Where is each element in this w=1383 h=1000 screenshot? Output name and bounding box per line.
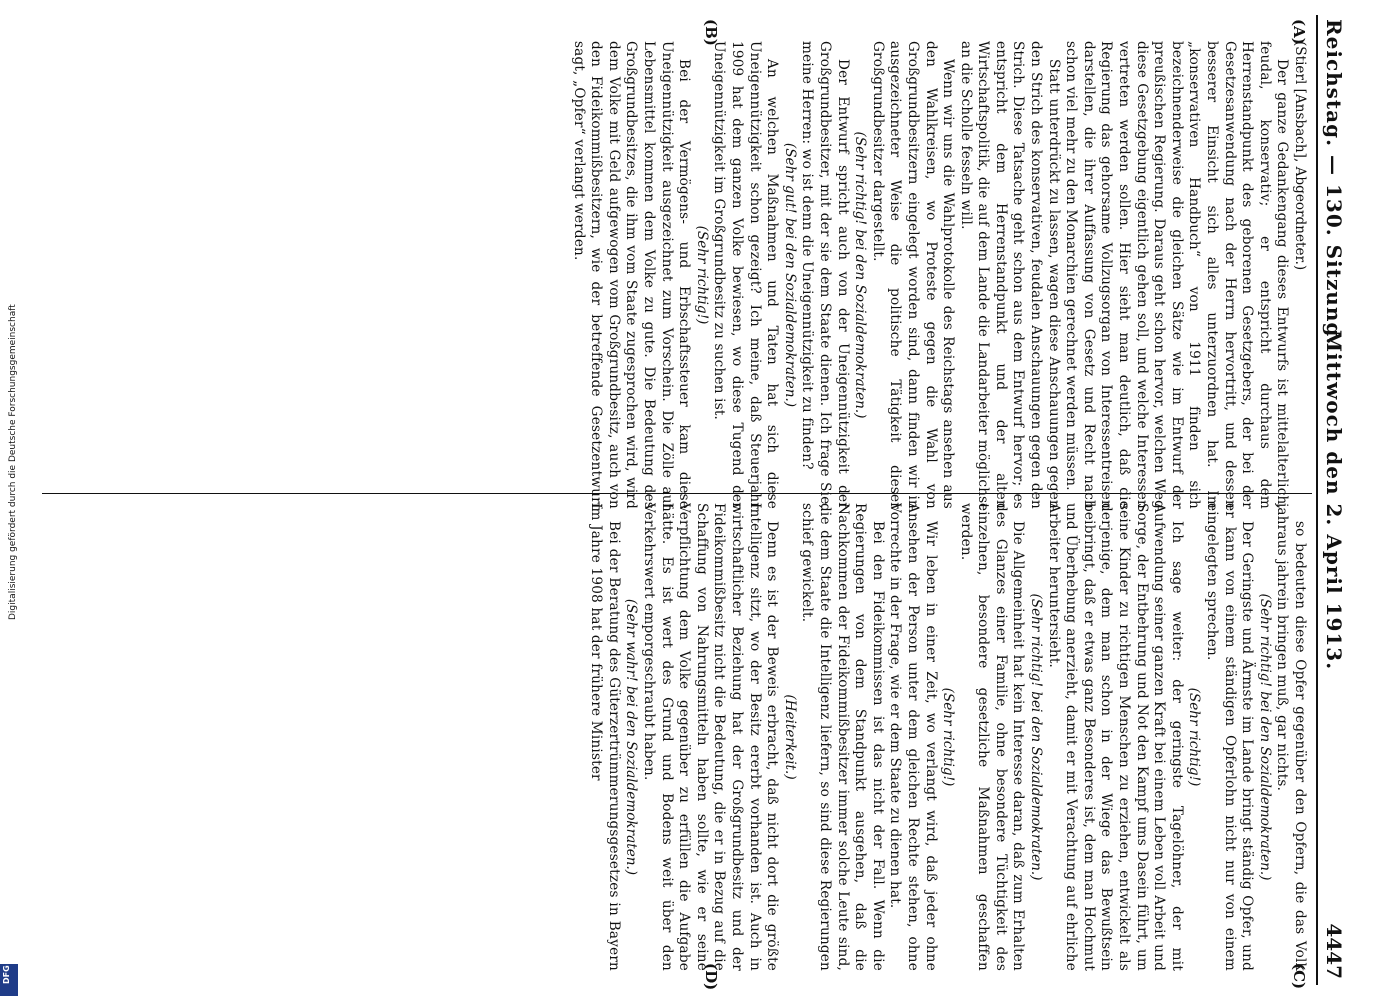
interjection: (Sehr richtig! bei den Sozialdemokraten.) (1027, 593, 1044, 881)
page-header (1316, 15, 1352, 985)
margin-marker-a: (A) (1289, 19, 1308, 45)
paragraph: Bei den Fideikommissen ist das nicht der Fall. Wenn die Regierungen von dem Standpunkt ausgehen, daß die Nachkommen der Fideikommißbesitzer immer solche Leute sind, die dem Staate die Intelligenz liefern, so sind diese Regierungen schief gewickelt. (798, 503, 886, 971)
interjection: (Sehr richtig! bei den Sozialdemokraten.) (1256, 593, 1273, 881)
dfg-logo-text: DFG (2, 965, 11, 984)
interjection: (Sehr richtig!) (693, 225, 710, 325)
left-column (48, 41, 1308, 509)
credit-text: Digitalisierung gefördert durch die Deutsche Forschungsgemeinschaft (8, 304, 18, 620)
interjection: (Sehr richtig! bei den Sozialdemokraten.) (851, 131, 868, 419)
speaker-line: (Stierl [Ansbach], Abgeordneter.) (1291, 41, 1308, 271)
header-session: Reichstag. — 130. Sitzung. (1321, 19, 1346, 346)
paragraph: Die Allgemeinheit hat kein Interesse daran, daß zum Erhalten des Glanzes einer Familie, ohne besondere Tüchtigkeit des einzelnen, besondere gesetzliche Maßnahmen geschaffen werden. (957, 503, 1026, 971)
paragraph: An welchen Maßnahmen und Taten hat sich diese Uneigennützigkeit schon gezeigt? Ich meine, daß Steuerjahr 1909 hat dem ganzen Volke bewiesen, wo diese Tugend der Uneigennützigkeit im Großgrundbesitz zu suchen ist. (710, 41, 780, 509)
paragraph: Der Entwurf spricht auch von der Uneigennützigkeit der Großgrundbesitzer, mit der sie dem Staate dienen. Ich frage Sie, meine Herren: wo ist denn die Uneigennützigkeit zu finden? (798, 41, 851, 509)
interjection: (Sehr gut! bei den Sozialdemokraten.) (781, 142, 798, 408)
paragraph: Wir leben in einer Zeit, wo verlangt wird, daß jeder ohne Ansehen der Person unter dem gleichen Rechte stehen, ohne Vorrechte in der Frage, wie er dem Staate zu dienen hat. (886, 503, 939, 971)
paragraph: Bei der Beratung des Güterzertrümmerungsgesetzes in Bayern im Jahre 1908 hat der frühere Minister (587, 503, 622, 971)
margin-marker-b: (B) (701, 19, 720, 46)
paragraph: Denn es ist der Beweis erbracht, daß nicht dort die größte Intelligenz sitzt, wo der Besitz ererbt vorhanden ist. Auch in wirtschaftlicher Beziehung hat der Großgrundbesitz und der Fideikommißbesitz nicht die Bedeutung, die er in Bezug auf die Schaffung von Nahrungsmitteln haben sollte, wie er seine Verpflichtung dem Volke gegenüber zu erfüllen die Aufgabe hätte. Es ist wert des Grund und Bodens weit über den Verkehrswert emporgeschraubt haben. (640, 503, 780, 971)
paragraph: Ich sage weiter: der geringste Tagelöhner, der mit Aufwendung seiner ganzen Kraft bei einem Leben voll Arbeit und Sorge, der Entbehrung und Not den Kampf ums Dasein führt, um seine Kinder zu richtigen Menschen zu erziehen, entwickelt als derjenige, dem man schon in der Wiege das Bewußtsein beibringt, daß er etwas ganz Besonderes ist, dem man Hochmut und Überhebung anerzieht, damit er mit Verachtung auf ehrliche Arbeiter heruntersieht. (1045, 503, 1185, 971)
paragraph: Wenn wir uns die Wahlprotokolle des Reichstags ansehen aus den Wahlkreisen, wo Proteste gegen die Wahl von Großgrundbesitzern eingelegt worden sind, dann finden wir in ausgezeichneter Weise die politische Tätigkeit dieser Großgrundbesitzer dargestellt. (869, 41, 956, 509)
right-column (48, 503, 1308, 971)
rotated-page (32, 15, 1352, 991)
digitization-credit (8, 0, 26, 1000)
paragraph: Der ganze Gedankengang dieses Entwurfs ist mittelalterlich, feudal, konservativ; er entspricht durchaus dem Herrenstandpunkt des geborenen Gesetzgebers, der bei der Gesetzesanwendung nach der Herrn hervortritt, und dessen besserer Einsicht sich alles unterzuordnen hat. Im „konservativen Handbuch“ von 1911 finden sich bezeichnenderweise die gleichen Sätze wie im Entwurf der preußischen Regierung. Daraus geht schon hervor, welchen Weg diese Gesetzgebung eigentlich gehen soll, und welche Interessen vertreten werden sollen. Hier sieht man deutlich, daß die Regierung das gehorsame Vollzugsorgan von Interessentreisen darstellen, die ihrer Auffassung von Gesetz und Recht nach schon viel mehr zu den Monarchien gerechnet werden müssen. (1062, 41, 1290, 509)
dfg-logo (0, 964, 18, 996)
margin-marker-d: (D) (701, 963, 720, 991)
paragraph: so bedeuten diese Opfer gegenüber den Opfern, die das Volk jahraus jahrein bringen muß, gar nichts. (1273, 503, 1308, 971)
interjection: (Heiterkeit.) (781, 694, 798, 780)
paragraph: Bei der Vermögens- und Erbschaftssteuer kam diese Uneigennützigkeit ausgezeichnet zum Vorschein. Die Zölle auf Lebensmittel kommen dem Volke zu gute. Die Bedeutung des Großgrundbesitzes, die ihm vom Staate zugesprochen wird, wird dem Volke mit Geld aufgewogen vom Großgrundbesitz, auch von den Fideikommißbesitzern, wie der betreffende Gesetzentwurf sagt, „Opfer“ verlangt werden. (570, 41, 692, 509)
interjection: (Sehr richtig!) (1185, 687, 1202, 787)
page-number: 4447 (1321, 923, 1346, 979)
paragraph: Statt unterdrückt zu lassen, wagen diese Anschauungen gegen den Strich des konservativen, feudalen Anschauungen gegen den Strich. Diese Tatsache geht schon aus dem Entwurf hervor; es entspricht dem Herrenstandpunkt und der alten Wirtschaftspolitik, die auf dem Lande die Landarbeiter möglichst an die Scholle fesseln will. (957, 41, 1062, 509)
interjection: (Sehr richtig!) (939, 687, 956, 787)
paragraph: Der Geringste und Ärmste im Lande bringt ständig Opfer, und er kann von einem ständigen Opferlohn nicht nur von einem eingelegten sprechen. (1203, 503, 1255, 971)
interjection: (Sehr wahr! bei den Sozialdemokraten.) (622, 598, 639, 876)
header-date: Mittwoch den 2. April 1913. (1321, 329, 1346, 671)
margin-marker-c: (C) (1289, 963, 1308, 990)
